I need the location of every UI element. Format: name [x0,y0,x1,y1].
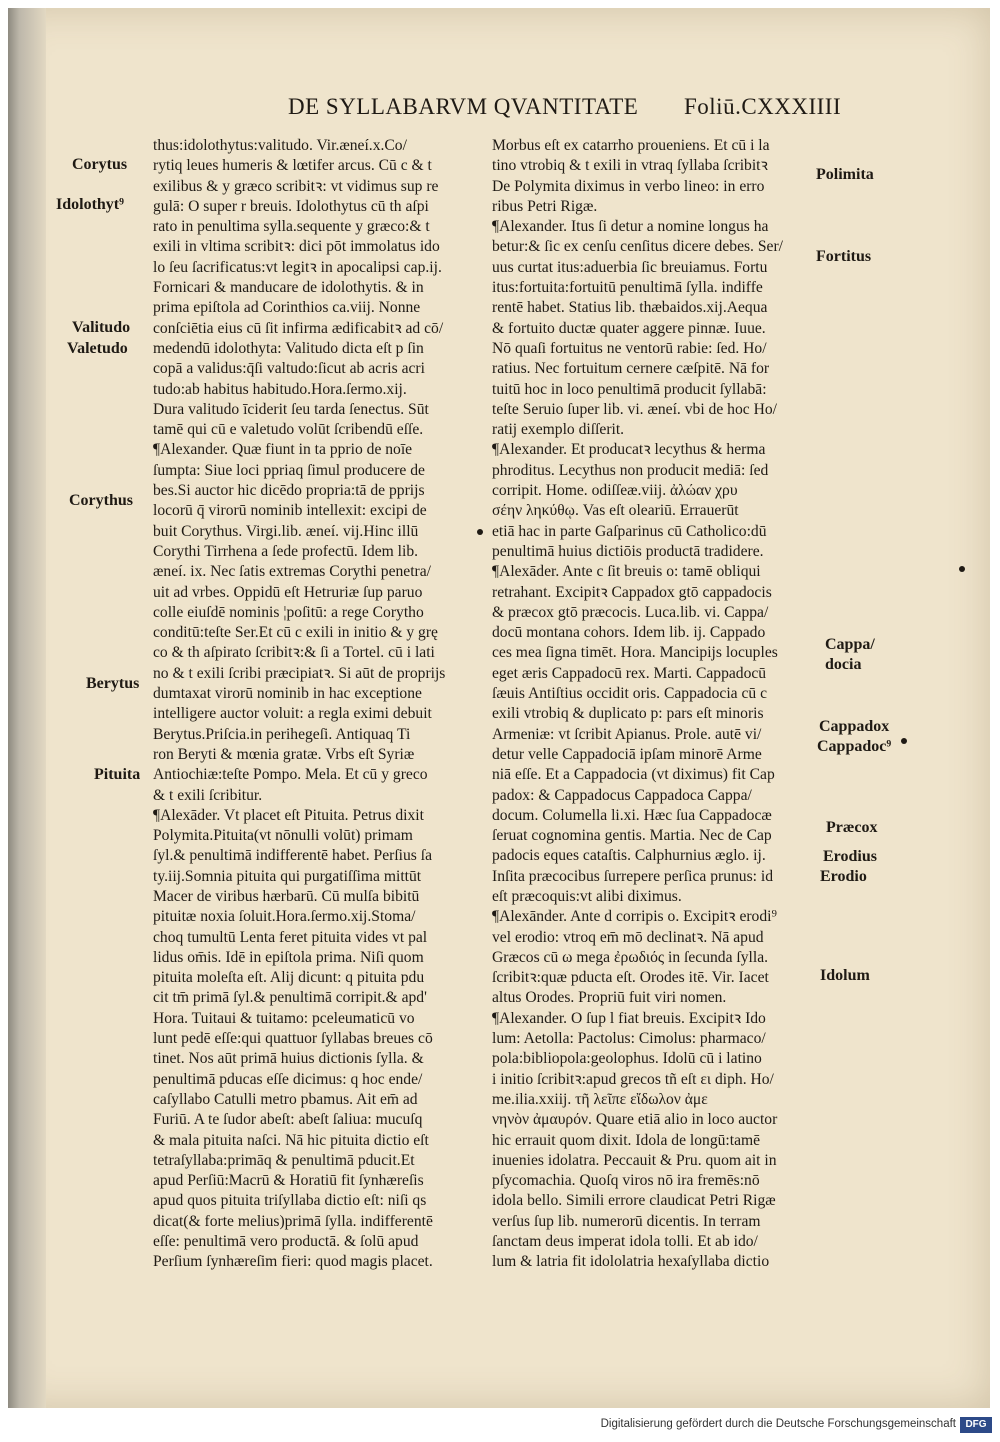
text-line: Fornicari & manducare de idolothytis. & in [153,279,424,297]
binding-edge [8,8,46,1408]
folio-number: Foliū.CXXXIIII [684,94,842,119]
text-line: retrahant. Excipitꝛ Cappadox gtō cappadocis [492,583,772,601]
text-line: lo ſeu ſacrificatus:vt legitꝛ in apocalipsi cap.ij. [153,258,442,276]
text-line: choq tumultū Lenta feret pituita vides vt pal [153,928,428,946]
text-line: medendū idolothyta: Valitudo dicta eſt p ſin [153,339,424,357]
margin-note: Fortitus [816,248,872,265]
text-line: apud Perſiū:Macrū & Horatiū fit ſynhæreſis [153,1172,424,1190]
text-line: ¶Alexander. Et producatꝛ lecythus & herma [492,441,766,459]
text-line: Macer de viribus hærbarū. Cū mulſa bibitū [153,887,420,905]
text-line: Perſium ſynhæreſim fieri: quod magis placet. [153,1253,433,1271]
text-line: æneí. ix. Nec ſatis extremas Corythi penetra/ [153,563,432,581]
text-line: & fortuito ductæ quater aggere pinnæ. Iuue. [492,319,766,337]
text-line: exili vtrobiq & duplicato p: pars eſt minoris [492,705,764,723]
text-line: buit Corythus. Virgi.lib. æneí. vij.Hinc illū [153,522,419,540]
text-line: & præcox gtō præcocis. Luca.lib. vi. Cappa/ [492,603,769,621]
text-line: ¶Alexander. Quæ fiunt in ta pprio de noīe [153,441,413,459]
text-line: ratius. Nec fortuitum cernere cæſpitē. Nā for [492,360,770,378]
text-line: eſſe: penultimā vero productā. & ſolū apud [153,1233,419,1251]
text-line: pola:bibliopola:geolophus. Idolū cū i latino [492,1050,762,1068]
text-line: docum. Columella li.xi. Hæc ſua Cappadocæ [492,806,772,824]
text-line: conſciētia eius cū ſit infirma ædificabitꝛ ad cō/ [153,319,444,337]
text-line: penultimā huius dictiōis productā tradidere. [492,542,764,560]
text-line: eſt præcoquis:vt alibi diximus. [492,887,682,905]
text-line: lidus om̄is. Idē in epiſtola prima. Niſi quom [153,948,424,966]
margin-note: Erodius [823,848,877,865]
text-line: tuitū hoc in loco penultimā producit ſyllabā: [492,380,767,398]
text-line: bes.Si auctor hic dicēdo propria:tā de pprijs [153,482,425,500]
text-line: tetraſyllaba:primāq & penultimā pducit.Et [153,1151,415,1169]
text-line: eget æris Cappadocū rex. Marti. Cappadocū [492,664,767,682]
text-line: uit ad vrbes. Oppidū eſt Hetruriæ ſup paruo [153,583,423,601]
text-line: Græcos cū ω mega ἐρωδιός in ſecunda ſylla. [492,948,769,966]
text-line: ſcribitꝛ:quæ pducta eſt. Orodes itē. Vir. Iacet [492,969,769,987]
ink-dot [959,566,965,572]
text-line: tino vtrobiq & t exili in vtraq ſyllaba ſcribitꝛ [492,157,768,175]
text-line: Nō quaſi fortuitus ne ventorū rabie: ſed. Ho/ [492,339,767,357]
margin-note: Idolothyt⁹ [56,196,124,213]
text-line: caſyllabo Catulli metro pbamus. Ait em̄ ad [153,1090,418,1108]
text-line: rytiq leues humeris & lœtifer arcus. Cū c & t [153,157,432,175]
text-line: ſanctam deus imperat idola tolli. Et ab ido/ [492,1233,758,1251]
text-line: me.ilia.xxiij. τῆ λεῖπε εἴδωλον ἀμε [492,1090,708,1108]
dfg-logo: DFG [960,1417,992,1433]
right-text-column [492,136,822,1273]
text-line: Inſita præcocibus ſurrepere perſica prunus: id [492,867,774,885]
text-line: gulā: O super r breuis. Idolothytus cū th aſpi [153,197,429,215]
text-line: co & th aſpirato ſcribitꝛ:& ſi a Tortel. cū i lati [153,644,435,662]
text-line: lum & latria fit idololatria hexaſyllaba dictio [492,1253,770,1271]
text-line: locorū q̄ virorū nominib intellexit: excipi de [153,502,427,520]
text-line: etiā hac in parte Gaſparinus cū Catholico:dū [492,522,767,540]
text-line: detur velle Cappadociā ipſam minorē Arme [492,745,762,763]
funding-credit: Digitalisierung gefördert durch die Deutsche Forschungsgemeinschaft [600,1418,956,1430]
text-line: itus:fortuita:fortuitū penultimā ſylla. indiffe [492,279,763,297]
margin-note: Idolum [820,967,870,984]
text-line: penultimā pducas eſſe dicimus: q hoc ende/ [153,1070,423,1088]
text-line: ron Beryti & mœnia gratæ. Vrbs eſt Syriæ [153,745,415,763]
text-line: uus curtat itus:aduerbia ſic breuiamus. Fortu [492,258,768,276]
text-line: ratij exemplo diſſerit. [492,421,625,439]
text-line: ¶Alexander. O ſup l fiat breuis. Excipitꝛ Ido [492,1009,766,1027]
text-line: Furiū. A te ſudor abeſt: abeſt ſaliua: mucuſq [153,1111,423,1129]
text-line: ¶Alexander. Itus ſi detur a nomine longus ha [492,218,769,236]
text-line: ſumpta: Siue loci ppriaq ſimul producere de [153,461,425,479]
text-line: i initio ſcribitꝛ:apud grecos tñ eſt ει diph. Ho/ [492,1070,774,1088]
text-line: verſus ſup lib. numerorū dicentis. In terram [492,1212,761,1230]
text-line: cit tm̄ primā ſyl.& penultimā corripit.& apd' [153,989,427,1007]
text-line: & mala pituita naſci. Nā hic pituita dictio eſt [153,1131,429,1149]
text-line: copā a validus:q̄ſi valtudo:ſicut ab acris acri [153,360,425,378]
margin-note: Corytus [72,156,128,173]
margin-note: Cappa/ [825,636,875,653]
margin-note: Cappadox [819,718,890,735]
text-line: intelligere auctor voluit: a regla eximi debuit [153,705,432,723]
ink-dot [477,529,483,535]
text-line: ſæuis Antiſtius occidit oris. Cappadocia cū c [492,685,768,703]
text-line: tamē qui cū e valetudo volūt ſcribendū eſſe. [153,421,424,439]
text-line: De Polymita diximus in verbo lineo: in erro [492,177,765,195]
text-line: ſyl.& penultimā indifferentē habet. Perſius ſa [153,847,433,865]
text-line: pituita moleſta eſt. Alij dicunt: q pituita pdu [153,969,425,987]
margin-note: Berytus [86,675,140,692]
text-line: ty.iij.Somnia pituita qui purgatiſſima mittūt [153,867,422,885]
text-line: corripit. Home. odiſſeæ.viij. ἀλώαν χρυ [492,482,738,500]
margin-note: Pituita [94,766,141,783]
text-line: pſycomachia. Quoſq viros nō ira fremēs:nō [492,1172,760,1190]
text-line: betur:& ſic ex cenſu cenſitus dicere debes. Ser/ [492,238,783,256]
text-line: docū montana cohors. Idem lib. ij. Cappado [492,624,766,642]
margin-note: Erodio [820,868,867,885]
left-text-column [153,136,483,1273]
text-line: colle eiuſdē nominis ¦poſitū: a rege Corytho [153,603,424,621]
text-line: hic errauit quom dixit. Idola de longū:tamē [492,1131,761,1149]
text-line: rato in penultima sylla.sequente y græco:& t [153,218,430,236]
ink-dot [901,738,907,744]
margin-note: Præcox [826,819,878,836]
text-line: conditū:teſte Ser.Et cū c exili in initio & y grę [153,624,438,642]
text-line: Berytus.Priſcia.in perihegeſi. Antiquaq Ti [153,725,411,743]
text-line: Polymita.Pituita(vt nōnulli volūt) primam [153,827,413,845]
text-line: ces mea ſigna timēt. Hora. Mancipijs locuples [492,644,778,662]
text-line: phroditus. Lecythus non producit mediā: ſed [492,461,769,479]
text-line: Armeniæ: vt ſcribit Apianus. Prole. autē vi/ [492,725,762,743]
text-line: σέην ληκύθῳ. Vas eſt oleariū. Errauerūt [492,502,739,520]
margin-note: Corythus [69,492,134,509]
text-line: teſte Seruio ſuper lib. vi. æneí. vbi de hoc Ho/ [492,400,777,418]
text-line: apud quos pituita triſyllaba dictio eſt: niſi qs [153,1192,427,1210]
text-line: exili in vltima scribitꝛ: dici pōt immolatus ido [153,238,440,256]
running-header [288,94,978,128]
text-line: Corythi Tirrhena a ſede profectū. Idem lib. [153,542,419,560]
text-line: no & t exili ſcribi præcipiatꝛ. Si aūt de proprijs [153,664,446,682]
text-line: padox: & Cappadocus Cappadoca Cappa/ [492,786,752,804]
margin-note: Polimita [816,166,874,183]
page-scan [8,8,990,1408]
text-line: dumtaxat virorū nominib in hac exceptione [153,685,422,703]
text-line: Hora. Tuitaui & tuitamo: pceleumaticū vo [153,1009,415,1027]
margin-note: Valetudo [67,340,128,357]
margin-note: Cappadoc⁹ [817,738,892,755]
text-line: tudo:ab habitus habitudo.Hora.ſermo.xij. [153,380,407,398]
text-line: tinet. Nos aūt primā huius dictionis ſylla. & [153,1050,424,1068]
text-line: lunt pedē eſſe:qui quattuor ſyllabas breues cō [153,1030,433,1048]
footer-bar [0,1412,1000,1442]
text-line: dicat(& forte melius)primā ſylla. indifferentē [153,1212,433,1230]
text-line: ¶Alexānder. Ante d corripis o. Excipitꝛ erodi⁹ [492,908,777,926]
text-line: padocis eques cataſtis. Calphurnius æglo. ij. [492,847,766,865]
text-line: ¶Alexāder. Ante c ſit breuis o: tamē obliqui [492,563,761,581]
text-line: idola bello. Simili errore claudicat Petri Rigæ [492,1192,776,1210]
text-line: Dura valitudo īciderit ſeu tarda ſenectus. Sūt [153,400,429,418]
text-line: ſeruat cognomina gentis. Martia. Nec de Cap [492,827,772,845]
margin-note: docia [825,656,862,673]
text-line: lum: Aetolla: Pactolus: Cimolus: pharmaco/ [492,1030,766,1048]
header-title: DE SYLLABARVM QVANTITATE [288,94,639,119]
text-line: & t exili ſcribitur. [153,786,263,804]
text-line: rentē habet. Statius lib. thæbaidos.xij.Aequa [492,299,768,317]
text-line: prima epiſtola ad Corinthios ca.viij. Nonne [153,299,421,317]
text-line: ribus Petri Rigæ. [492,197,598,215]
margin-note: Valitudo [72,319,131,336]
text-line: ¶Alexāder. Vt placet eſt Pituita. Petrus dixit [153,806,424,824]
text-line: inuenies idolatra. Peccauit & Pru. quom ait in [492,1151,777,1169]
text-line: thus:idolothytus:valitudo. Vir.æneí.x.Co/ [153,137,407,154]
text-line: exilibus & y græco scribitꝛ: vt vidimus sup re [153,177,439,195]
text-line: vel erodio: vtroq em̄ mō declinatꝛ. Nā apud [492,928,764,946]
text-line: νηνὸν ἀμαυρόν. Quare etiā alio in loco auctor [492,1111,778,1129]
text-line: niā eſſe. Et a Cappadocia (vt diximus) fit Cap [492,766,775,784]
text-line: Antiochiæ:teſte Pompo. Mela. Et cū y greco [153,766,428,784]
text-line: pituitæ noxia ſoluit.Hora.ſermo.xij.Stoma/ [153,908,416,926]
text-line: Morbus eſt ex catarrho proueniens. Et cū i la [492,137,770,154]
text-line: altus Orodes. Propriū fuit viri nomen. [492,989,727,1007]
